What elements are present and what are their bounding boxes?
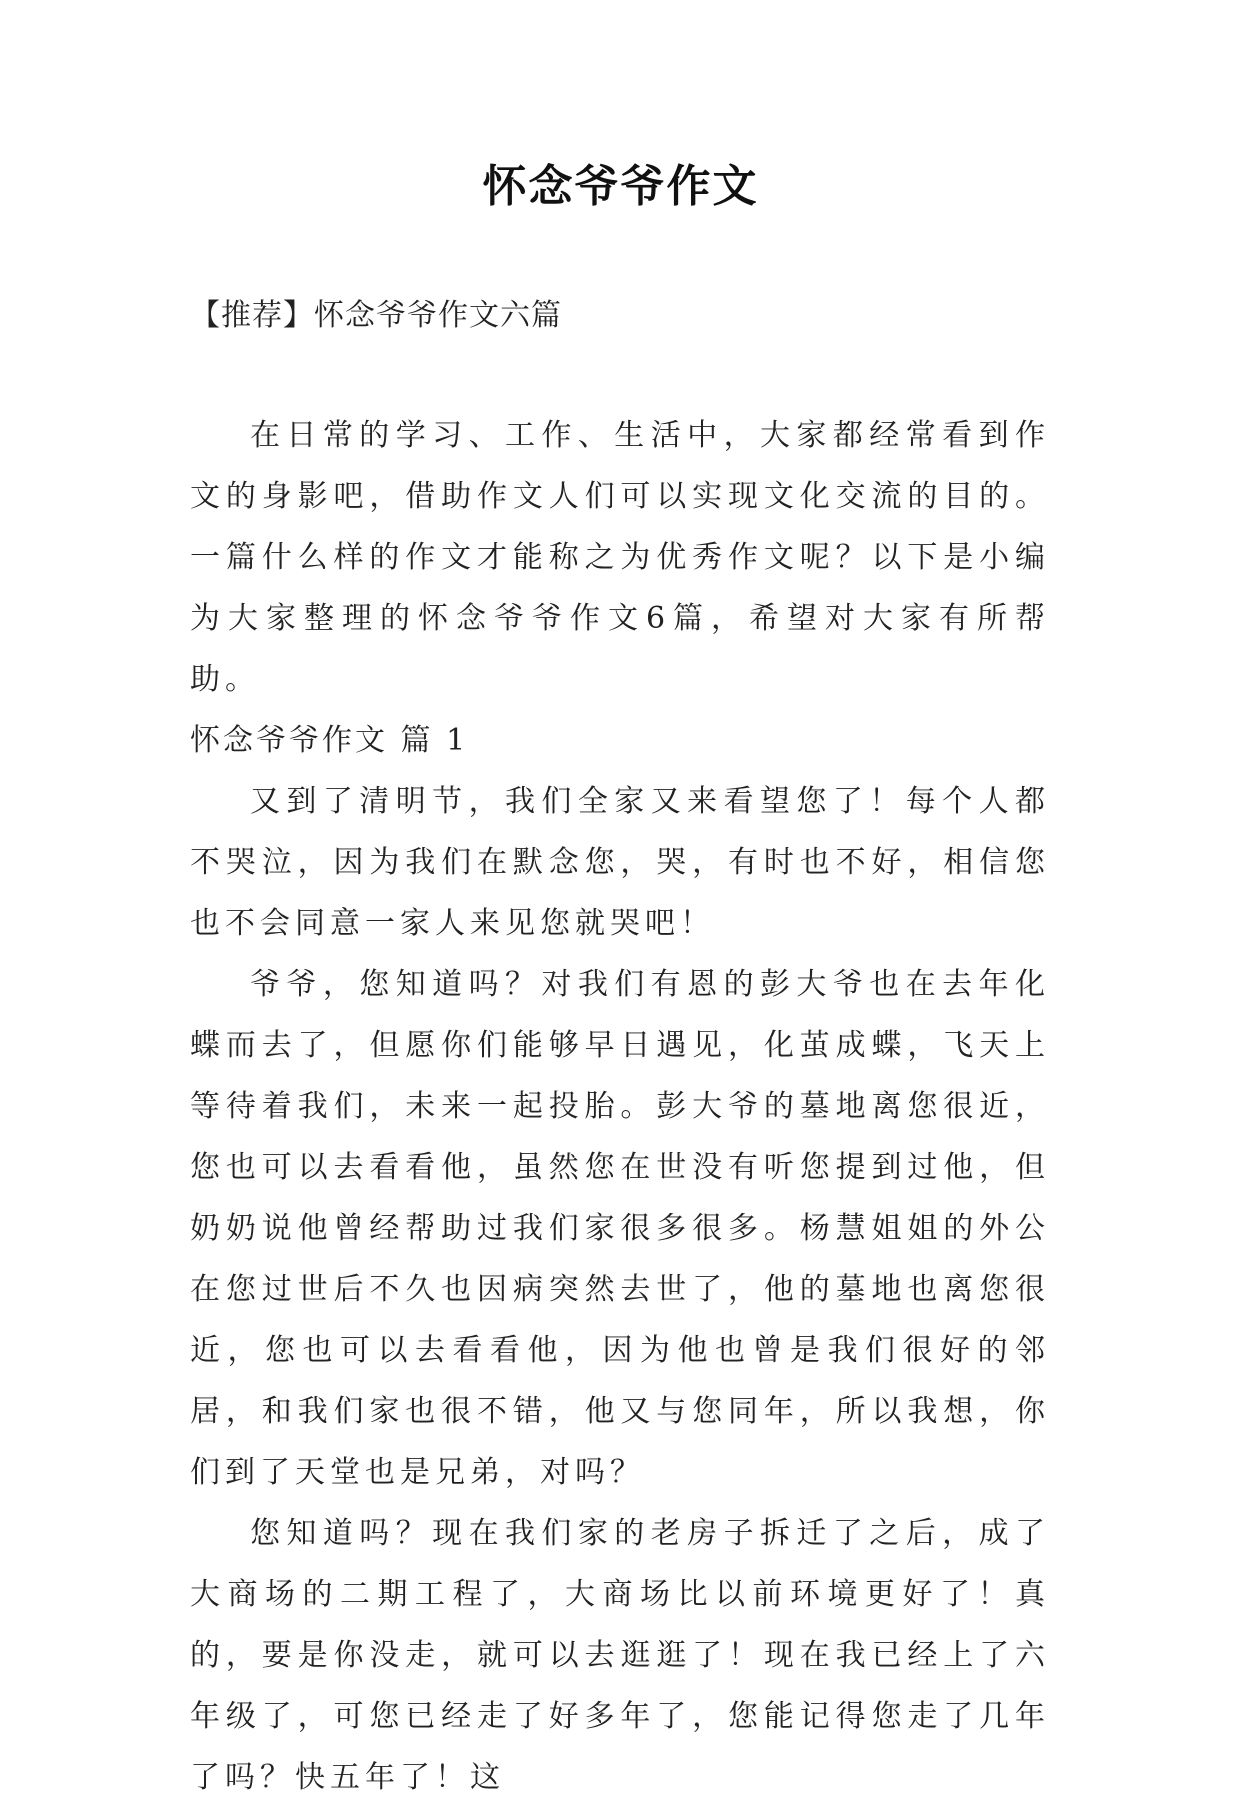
body-paragraph: 您知道吗？现在我们家的老房子拆迁了之后，成了大商场的二期工程了，大商场比以前环境更好了！真的，要是你没走，就可以去逛逛了！现在我已经上了六年级了，可您已经走了好多年了，您能记得您走了几年了吗？快五年了！这 (190, 1516, 1050, 1795)
document-body (190, 405, 1050, 1808)
intro-paragraph: 在日常的学习、工作、生活中，大家都经常看到作文的身影吧，借助作文人们可以实现文化交流的目的。一篇什么样的作文才能称之为优秀作文呢？以下是小编为大家整理的怀念爷爷作文6篇，希望对大家有所帮助。 (190, 418, 1050, 697)
body-paragraph: 又到了清明节，我们全家又来看望您了！每个人都不哭泣，因为我们在默念您，哭，有时也不好，相信您也不会同意一家人来见您就哭吧！ (190, 784, 1050, 941)
section-heading: 怀念爷爷作文 篇 1 (190, 723, 469, 758)
document-subtitle: 【推荐】怀念爷爷作文六篇 (190, 298, 562, 333)
document-title: 怀念爷爷作文 (482, 161, 759, 212)
body-paragraph: 爷爷，您知道吗？对我们有恩的彭大爷也在去年化蝶而去了，但愿你们能够早日遇见，化茧成蝶，飞天上等待着我们，未来一起投胎。彭大爷的墓地离您很近，您也可以去看看他，虽然您在世没有听您提到过他，但奶奶说他曾经帮助过我们家很多很多。杨慧姐姐的外公在您过世后不久也因病突然去世了，他的墓地也离您很近，您也可以去看看他，因为他也曾是我们很好的邻居，和我们家也很不错，他又与您同年，所以我想，你们到了天堂也是兄弟，对吗？ (190, 967, 1050, 1490)
